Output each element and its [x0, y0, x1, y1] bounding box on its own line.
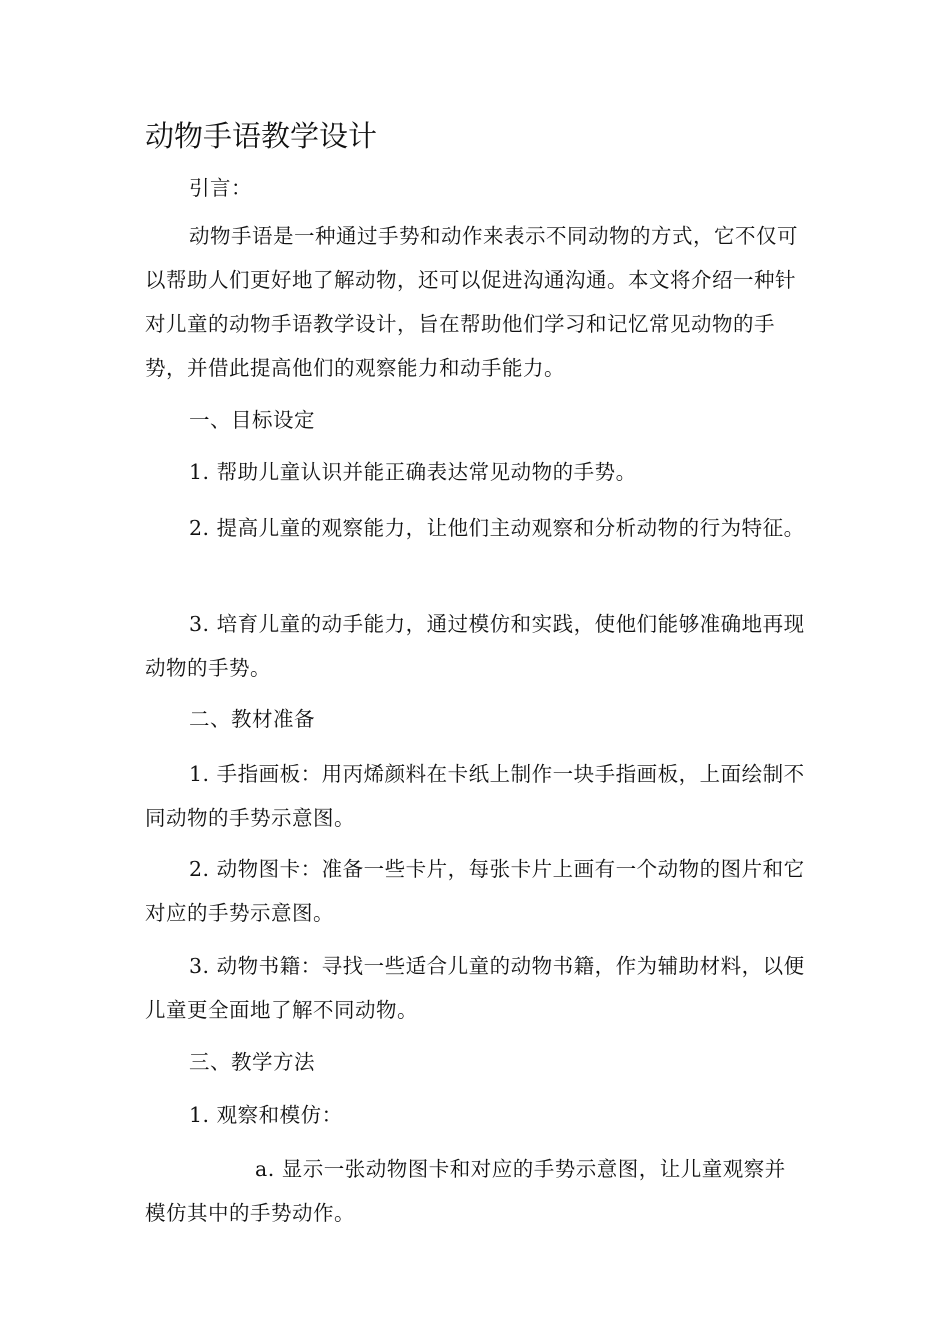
goal-item-2: 2. 提高儿童的观察能力，让他们主动观察和分析动物的行为特征。 — [189, 516, 805, 540]
section-heading-materials: 二、教材准备 — [189, 707, 315, 731]
intro-paragraph: 动物手语是一种通过手势和动作来表示不同动物的方式，它不仅可以帮助人们更好地了解动物，还可以促进沟通沟通。本文将介绍一种针对儿童的动物手语教学设计，旨在帮助他们学习和记忆常见动物的手势，并借此提高他们的观察能力和动手能力。 — [145, 224, 798, 380]
material-item-3: 3. 动物书籍：寻找一些适合儿童的动物书籍，作为辅助材料，以便儿童更全面地了解不同动物。 — [145, 954, 805, 1022]
material-item-2: 2. 动物图卡：准备一些卡片，每张卡片上画有一个动物的图片和它对应的手势示意图。 — [145, 857, 805, 925]
section-heading-goals: 一、目标设定 — [189, 408, 315, 432]
goal-item-1: 1. 帮助儿童认识并能正确表达常见动物的手势。 — [189, 460, 637, 484]
goal-item-3: 3. 培育儿童的动手能力，通过模仿和实践，使他们能够准确地再现动物的手势。 — [145, 612, 805, 680]
section-heading-methods: 三、教学方法 — [189, 1050, 315, 1074]
method-subitem-a: a. 显示一张动物图卡和对应的手势示意图，让儿童观察并模仿其中的手势动作。 — [145, 1157, 786, 1225]
material-item-1: 1. 手指画板：用丙烯颜料在卡纸上制作一块手指画板，上面绘制不同动物的手势示意图。 — [145, 762, 805, 830]
document-title: 动物手语教学设计 — [145, 119, 378, 153]
intro-label: 引言： — [189, 176, 252, 200]
method-item-1: 1. 观察和模仿： — [189, 1103, 343, 1127]
